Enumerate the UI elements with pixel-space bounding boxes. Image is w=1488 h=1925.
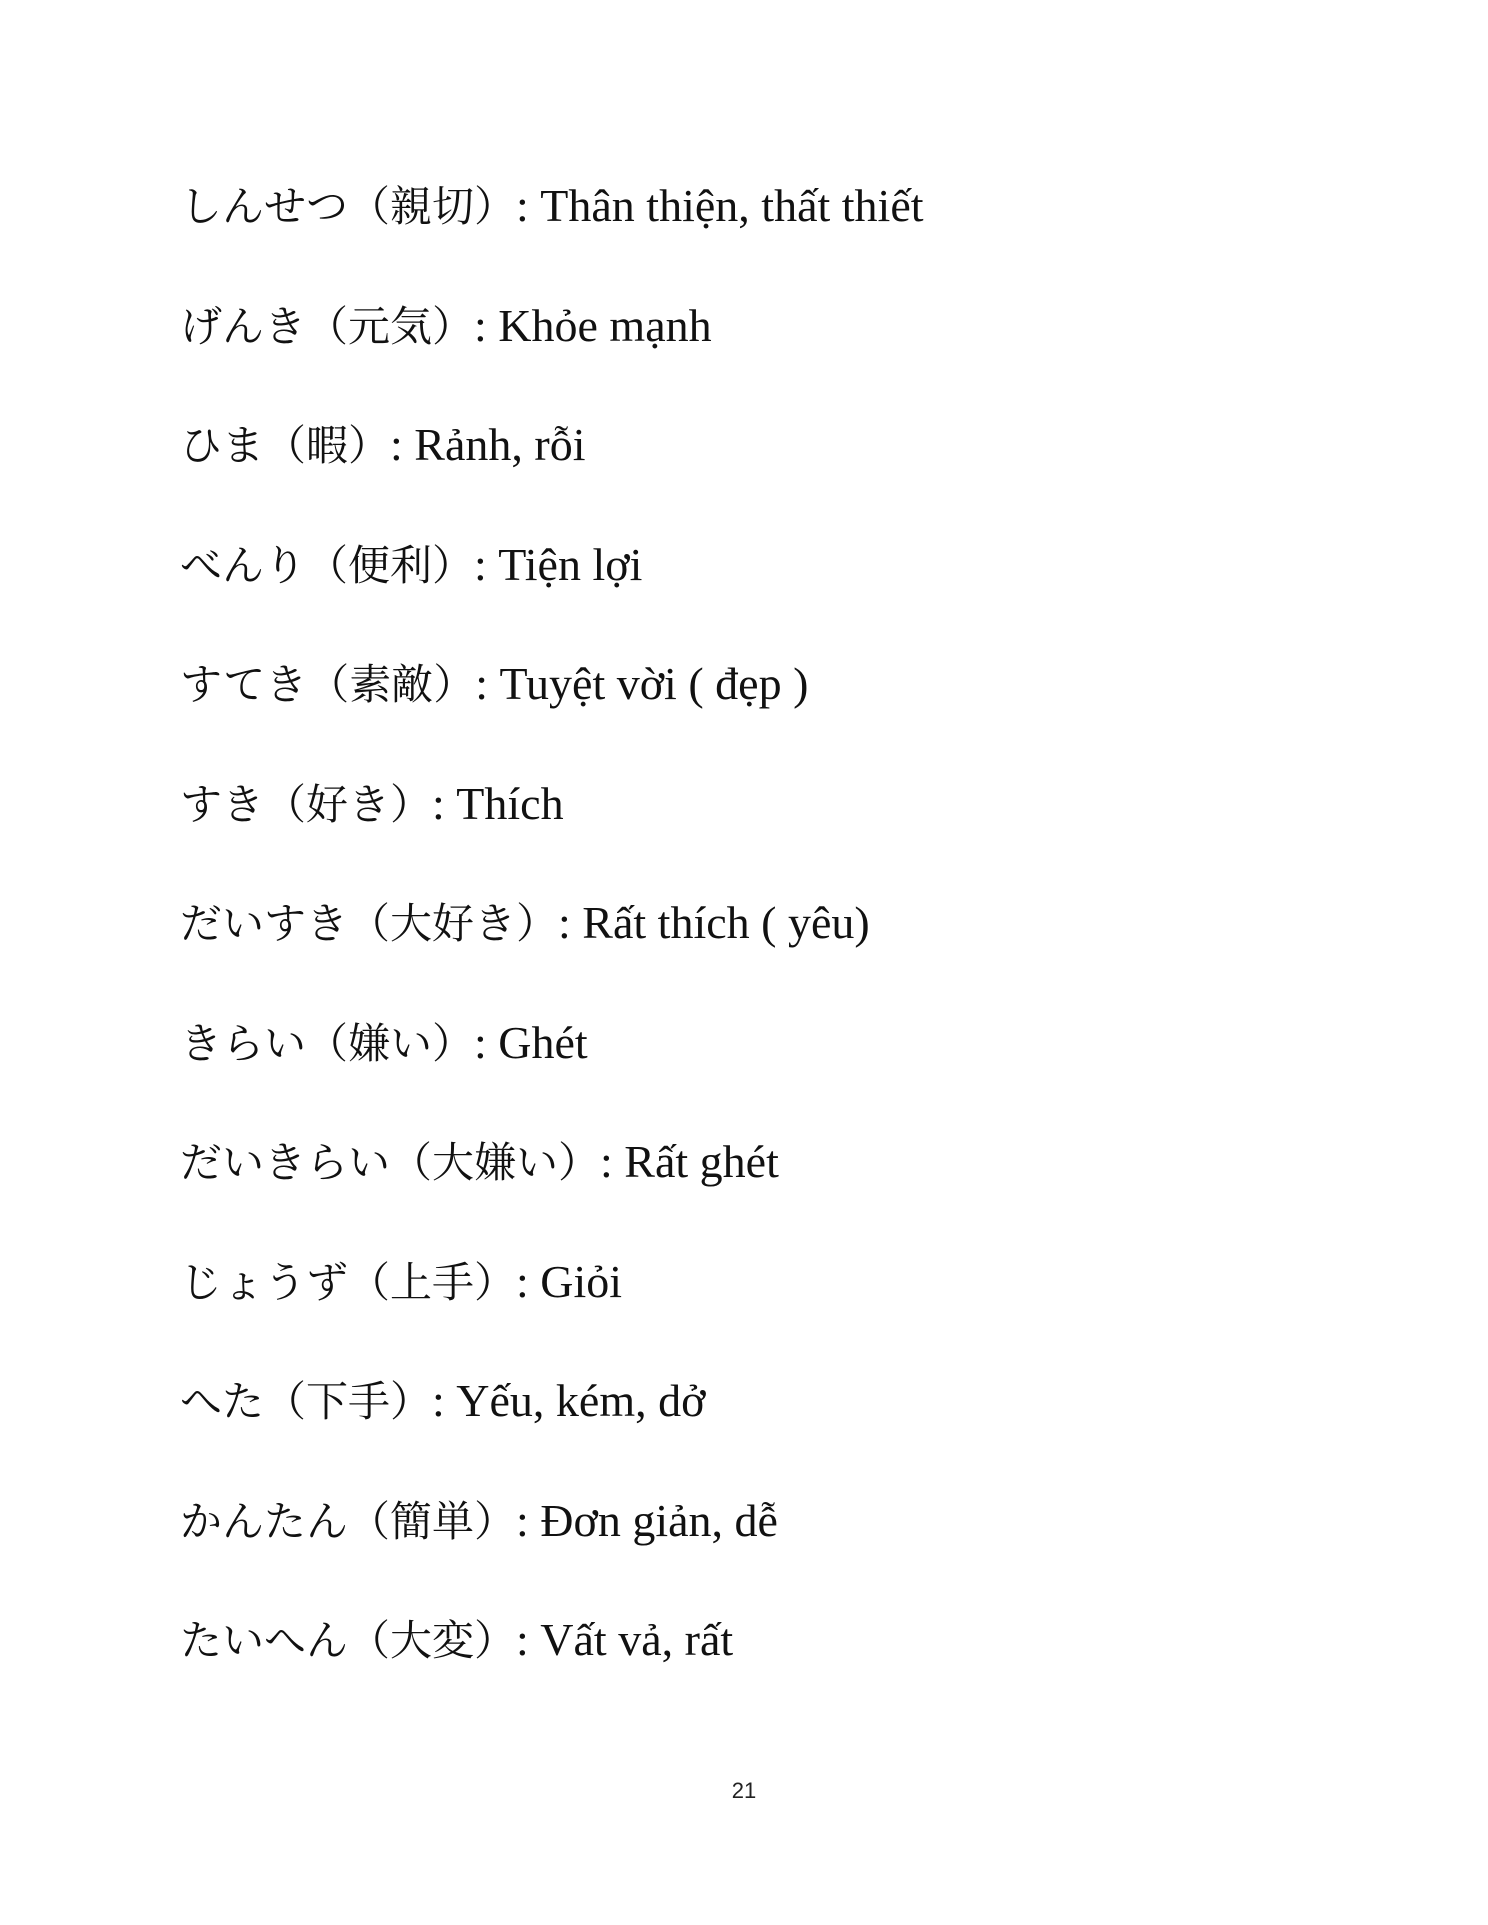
vietnamese-meaning: : Giỏi: [516, 1255, 623, 1307]
vietnamese-meaning: : Tiện lợi: [474, 538, 643, 590]
japanese-term: すき（好き）: [180, 779, 433, 829]
vocabulary-entry: [180, 290, 1380, 410]
vocabulary-entry: [180, 1126, 1380, 1246]
japanese-term: すてき（素敵）: [180, 660, 476, 709]
vocabulary-entry: [180, 768, 1380, 888]
vocabulary-entry: [180, 1604, 1380, 1724]
vietnamese-meaning: : Tuyệt vời ( đẹp ): [475, 658, 809, 709]
vocabulary-entry: [180, 1246, 1380, 1366]
japanese-term: ひま（暇）: [180, 421, 391, 470]
vietnamese-meaning: : Rảnh, rỗi: [390, 419, 586, 470]
japanese-term: べんり（便利）: [180, 540, 475, 590]
vocabulary-entry: [180, 1365, 1380, 1485]
japanese-term: かんたん（簡単）: [180, 1496, 517, 1546]
vietnamese-meaning: : Rất thích ( yêu): [558, 897, 870, 948]
japanese-term: きらい（嫌い）: [180, 1018, 475, 1068]
vocabulary-entry: [180, 648, 1380, 768]
vietnamese-meaning: : Ghét: [474, 1016, 588, 1068]
vocabulary-list: [180, 170, 1380, 1724]
vocabulary-entry: [180, 409, 1380, 529]
vocabulary-entry: [180, 1485, 1380, 1605]
japanese-term: だいすき（大好き）: [180, 899, 559, 948]
japanese-term: たいへん（大変）: [180, 1616, 517, 1665]
page-number: 21: [731, 1778, 757, 1803]
japanese-term: じょうず（上手）: [180, 1257, 517, 1307]
vietnamese-meaning: : Vất vả, rất: [516, 1614, 734, 1665]
japanese-term: だいきらい（大嫌い）: [180, 1138, 601, 1187]
vietnamese-meaning: : Rất ghét: [600, 1136, 779, 1187]
vocabulary-entry: [180, 1007, 1380, 1127]
vietnamese-meaning: : Thích: [432, 777, 564, 829]
vietnamese-meaning: : Khỏe mạnh: [474, 299, 712, 351]
japanese-term: へた（下手）: [180, 1377, 433, 1426]
vietnamese-meaning: : Thân thiện, thất thiết: [516, 180, 924, 231]
vocabulary-entry: [180, 887, 1380, 1007]
vocabulary-entry: [180, 170, 1380, 290]
vietnamese-meaning: : Đơn giản, dễ: [516, 1494, 778, 1546]
japanese-term: げんき（元気）: [180, 301, 475, 351]
japanese-term: しんせつ（親切）: [180, 182, 517, 231]
vietnamese-meaning: : Yếu, kém, dở: [432, 1375, 706, 1426]
vocabulary-entry: [180, 529, 1380, 649]
